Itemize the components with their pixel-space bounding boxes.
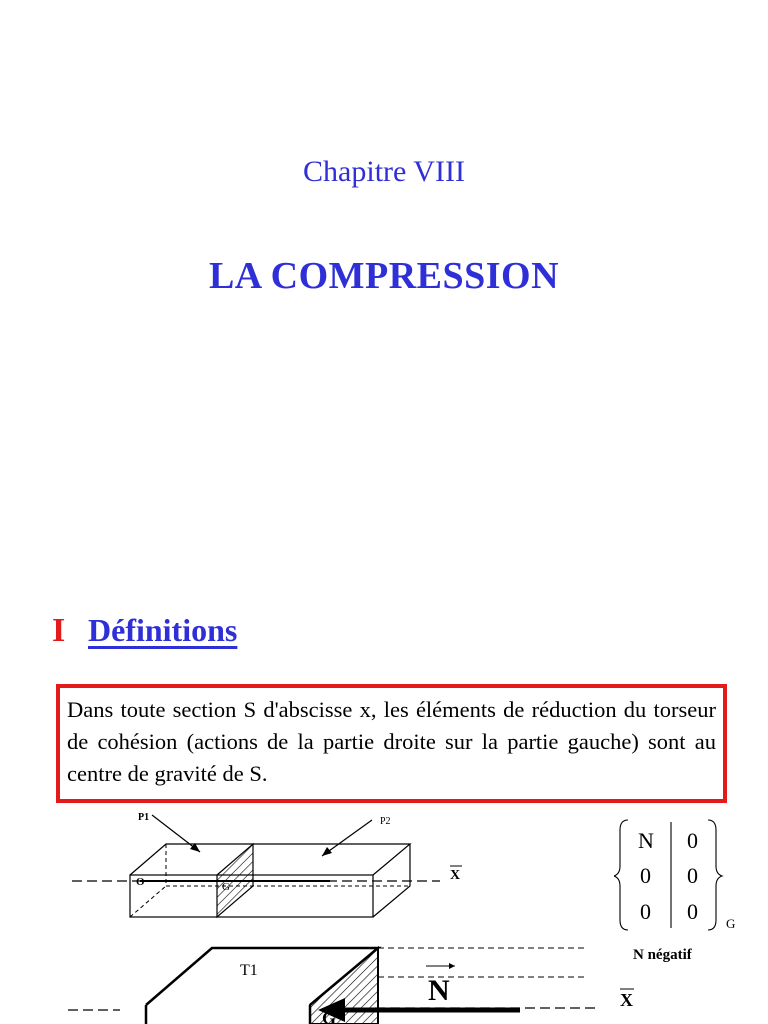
matrix-cell: N: [638, 828, 654, 853]
label-origin: O: [136, 876, 145, 888]
torseur-matrix: [614, 812, 744, 937]
n-sign-note: N négatif: [633, 947, 692, 963]
label-g-top: G: [222, 881, 230, 893]
section-number: I: [52, 612, 66, 649]
label-x-top: X: [450, 868, 461, 883]
label-g-bottom: G: [322, 1008, 337, 1024]
definition-box: [56, 684, 727, 803]
matrix-cell: 0: [687, 828, 698, 853]
label-n: N: [428, 974, 450, 1007]
matrix-cell: 0: [687, 899, 698, 924]
label-t1: T1: [240, 962, 258, 979]
matrix-cell: 0: [687, 863, 698, 888]
definition-text: Dans toute section S d'abscisse x, les éléments de réduction du torseur de cohésion (actions de la partie droite sur la partie gauche) sont au centre de gravité de S.: [67, 697, 716, 786]
label-p1: P1: [138, 812, 150, 823]
top-beam: [72, 815, 440, 917]
matrix-cell: 0: [640, 863, 651, 888]
matrix-subscript: G: [726, 916, 736, 931]
page-title: LA COMPRESSION: [208, 255, 560, 297]
chapter-heading: Chapitre VIII: [303, 155, 465, 188]
matrix-cell: 0: [640, 899, 651, 924]
label-p2: P2: [380, 816, 391, 827]
label-x-bottom: X: [620, 990, 633, 1010]
section-title: Définitions: [88, 612, 238, 648]
matrix-braces: [614, 812, 744, 937]
